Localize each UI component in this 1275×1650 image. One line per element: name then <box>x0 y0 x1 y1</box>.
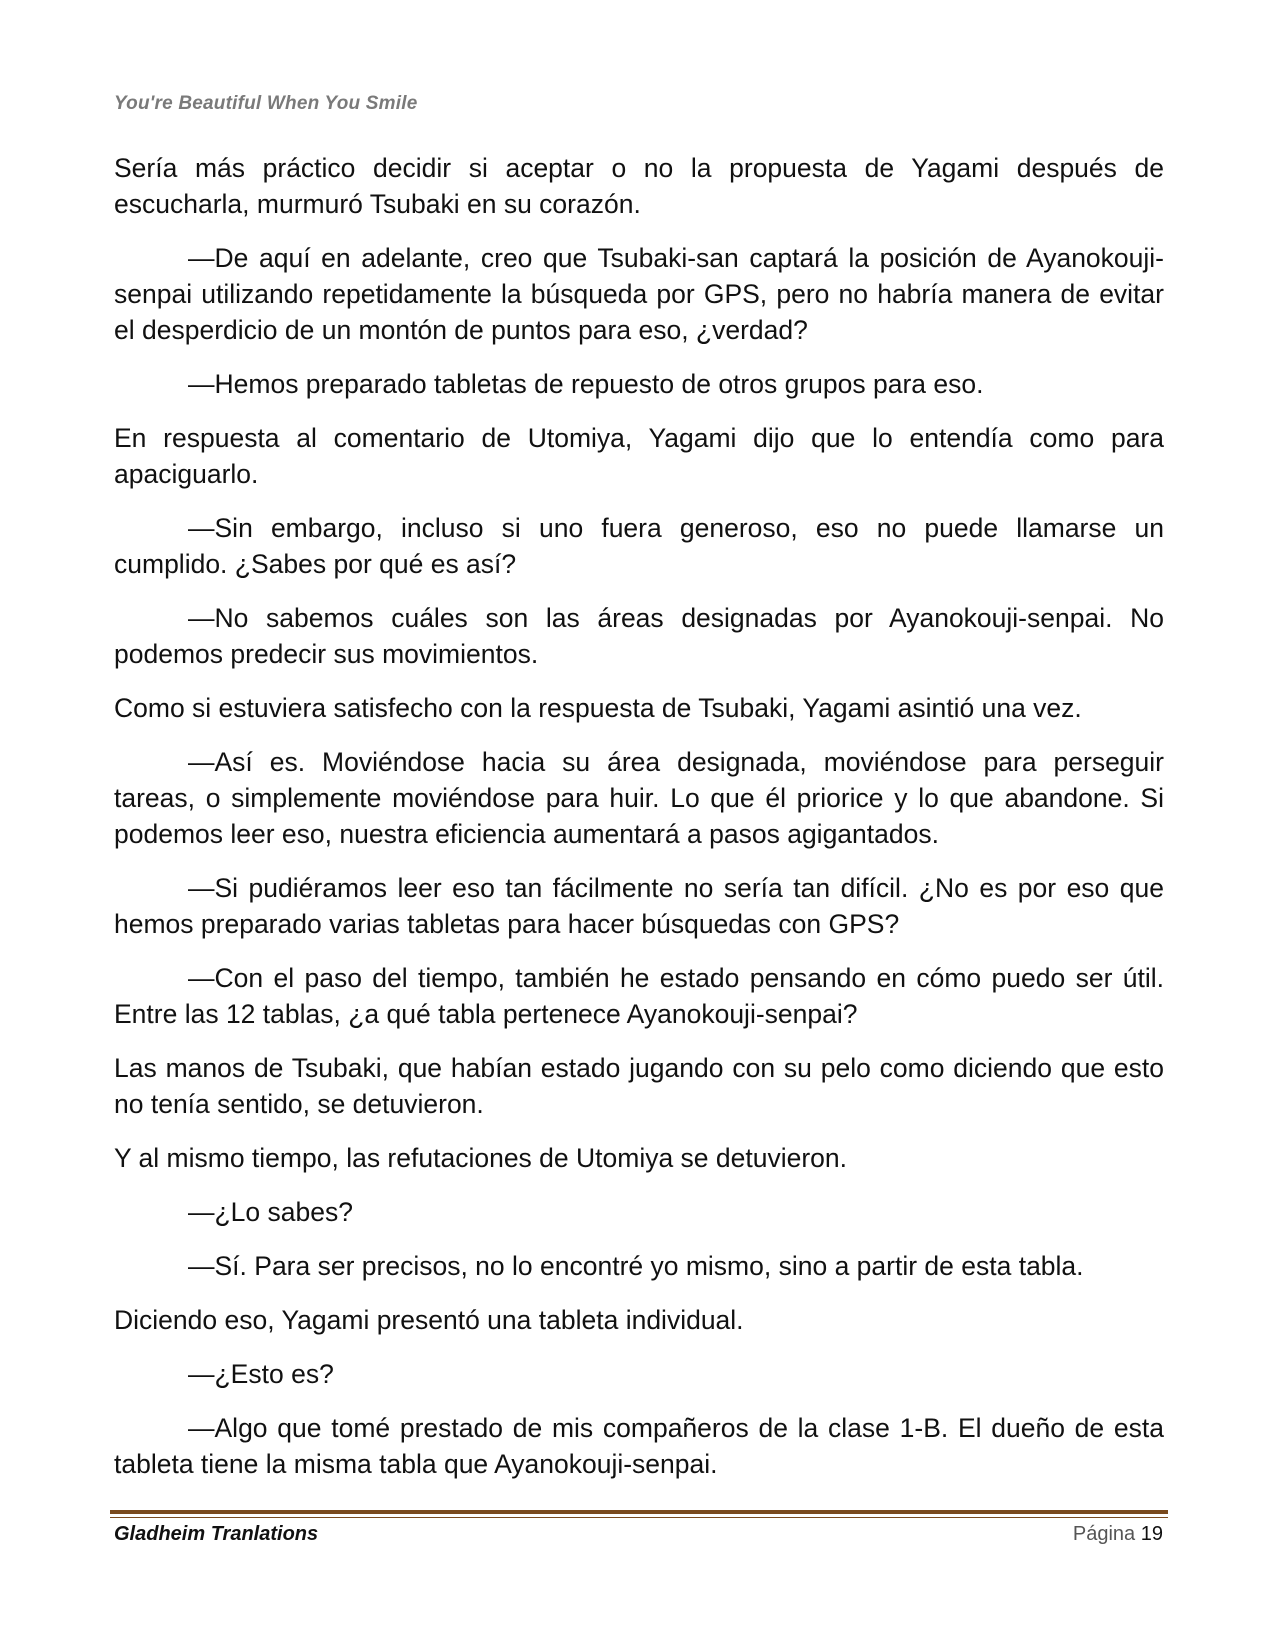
page-label: Página <box>1072 1523 1136 1545</box>
paragraph: —Si pudiéramos leer eso tan fácilmente no sería tan difícil. ¿No es por eso que hemos preparado varias tabletas para hacer búsquedas con GPS? <box>114 873 1164 939</box>
paragraph: —Sin embargo, incluso si uno fuera generoso, eso no puede llamarse un cumplido. ¿Sabes por qué es así? <box>114 513 1164 579</box>
paragraph: —Sí. Para ser precisos, no lo encontré yo mismo, sino a partir de esta tabla. <box>188 1251 1084 1281</box>
paragraph: —Algo que tomé prestado de mis compañeros de la clase 1-B. El dueño de esta tableta tiene la misma tabla que Ayanokouji-senpai. <box>114 1413 1164 1479</box>
paragraph: —¿Esto es? <box>188 1359 334 1389</box>
paragraph: Diciendo eso, Yagami presentó una tableta individual. <box>114 1305 744 1335</box>
footer-divider-thick <box>110 1510 1168 1514</box>
paragraph: —Así es. Moviéndose hacia su área designada, moviéndose para perseguir tareas, o simplemente moviéndose para huir. Lo que él priorice y lo que abandone. Si podemos leer eso, nuestra eficiencia aumentará a pasos agigantados. <box>114 747 1164 849</box>
paragraph: —No sabemos cuáles son las áreas designadas por Ayanokouji-senpai. No podemos predecir sus movimientos. <box>114 603 1164 669</box>
paragraph: —Con el paso del tiempo, también he estado pensando en cómo puedo ser útil. Entre las 12 tablas, ¿a qué tabla pertenece Ayanokouji-senpai? <box>114 963 1164 1029</box>
paragraph: —¿Lo sabes? <box>188 1197 353 1227</box>
paragraph: Sería más práctico decidir si aceptar o no la propuesta de Yagami después de escucharla, murmuró Tsubaki en su corazón. <box>114 153 1164 219</box>
paragraph: —De aquí en adelante, creo que Tsubaki-san captará la posición de Ayanokouji-senpai utilizando repetidamente la búsqueda por GPS, pero no habría manera de evitar el desperdicio de un montón de puntos para eso, ¿verdad? <box>114 243 1164 345</box>
footer-publisher: Gladheim Tranlations <box>114 1523 319 1545</box>
paragraph: Las manos de Tsubaki, que habían estado jugando con su pelo como diciendo que esto no tenía sentido, se detuvieron. <box>114 1053 1164 1119</box>
footer-page-number <box>1073 1523 1163 1546</box>
paragraph: Y al mismo tiempo, las refutaciones de Utomiya se detuvieron. <box>114 1143 848 1173</box>
page-number: 19 <box>1140 1523 1163 1545</box>
running-header: You're Beautiful When You Smile <box>114 93 418 114</box>
paragraph: —Hemos preparado tabletas de repuesto de otros grupos para eso. <box>188 369 984 399</box>
footer-divider-thin <box>110 1517 1168 1518</box>
page-body <box>114 150 1164 1500</box>
paragraph: Como si estuviera satisfecho con la respuesta de Tsubaki, Yagami asintió una vez. <box>114 693 1082 723</box>
paragraph: En respuesta al comentario de Utomiya, Yagami dijo que lo entendía como para apaciguarlo. <box>114 423 1164 489</box>
